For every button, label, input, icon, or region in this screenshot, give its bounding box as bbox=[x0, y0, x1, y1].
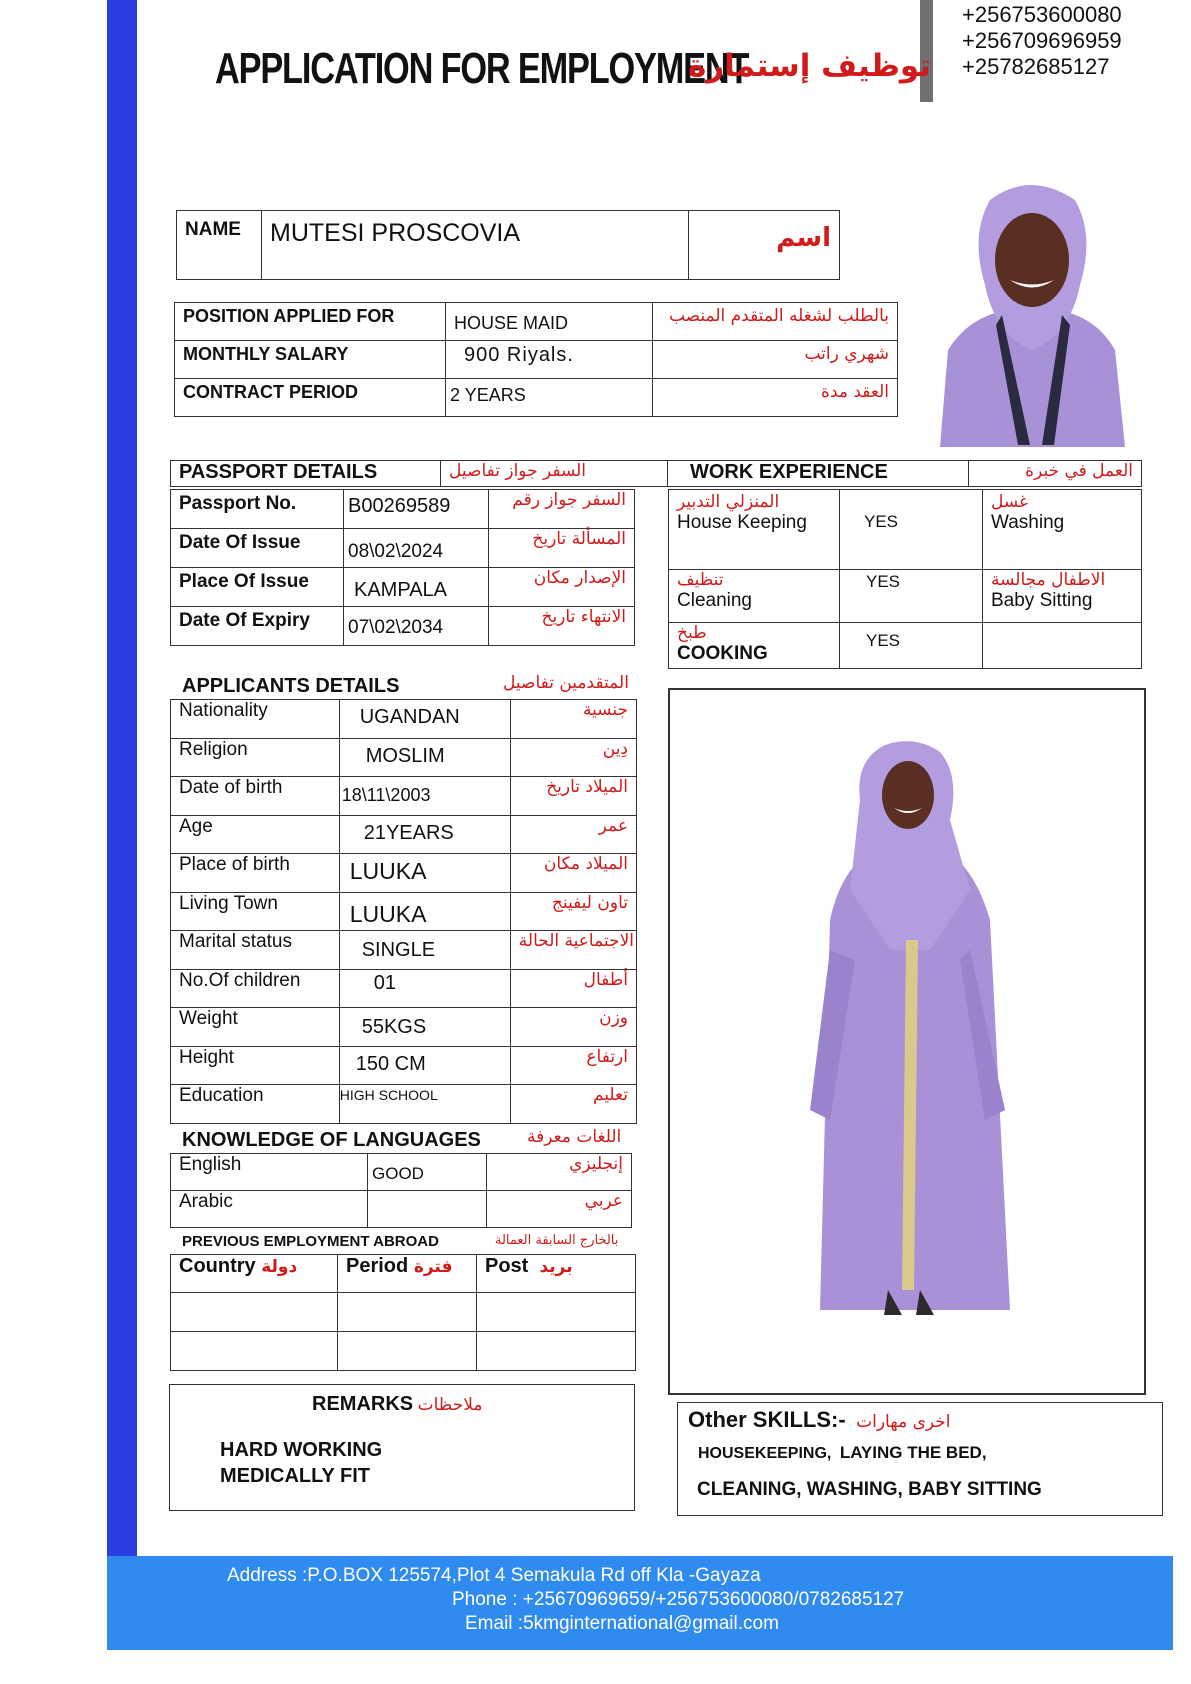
living-town-arabic: تاون ليفينج bbox=[510, 892, 636, 931]
work-row-1-left bbox=[669, 490, 840, 570]
weight-arabic: وزن bbox=[510, 1008, 636, 1047]
date-of-birth-label: Date of birth bbox=[171, 777, 340, 816]
nationality-arabic: جنسية bbox=[510, 700, 636, 739]
section-heading-row bbox=[170, 460, 1142, 487]
remarks-heading-row bbox=[312, 1393, 482, 1416]
name-label-arabic: اسم bbox=[689, 211, 840, 280]
position-label: POSITION APPLIED FOR bbox=[175, 303, 446, 341]
post-label: Post bbox=[485, 1255, 529, 1277]
place-of-birth-label: Place of birth bbox=[171, 854, 340, 893]
footer-address: Address :P.O.BOX 125574,Plot 4 Semakula Rd off Kla -Gayaza bbox=[227, 1565, 761, 1586]
salary-value: 900 Riyals. bbox=[446, 341, 653, 379]
date-of-issue-value: 08\02\2024 bbox=[344, 529, 489, 568]
post-arabic: بريد bbox=[539, 1257, 573, 1277]
place-of-birth-value: LUUKA bbox=[339, 854, 510, 893]
house-keeping-value: YES bbox=[840, 490, 983, 570]
remarks-box bbox=[169, 1384, 635, 1511]
remark-line-2: MEDICALLY FIT bbox=[220, 1465, 371, 1487]
religion-value: MOSLIM bbox=[339, 738, 510, 777]
phone-1: +256753600080 bbox=[962, 2, 1122, 27]
remarks-heading: REMARKS bbox=[312, 1393, 414, 1415]
cleaning-arabic: تنظيف bbox=[677, 570, 724, 590]
phone-2: +256709696959 bbox=[962, 28, 1122, 53]
children-value: 01 bbox=[339, 969, 510, 1008]
position-table bbox=[174, 302, 898, 417]
remark-line-1: HARD WORKING bbox=[220, 1439, 383, 1461]
weight-value: 55KGS bbox=[339, 1008, 510, 1047]
remarks-lines bbox=[220, 1437, 382, 1489]
education-label: Education bbox=[171, 1085, 340, 1124]
phone-3: +25782685127 bbox=[962, 54, 1110, 79]
passport-no-label: Passport No. bbox=[171, 490, 344, 529]
work-row-3-left bbox=[669, 623, 840, 669]
languages-heading-arabic: اللغات معرفة bbox=[527, 1127, 622, 1147]
height-value: 150 CM bbox=[339, 1046, 510, 1085]
country-label: Country bbox=[179, 1255, 256, 1277]
country-column bbox=[171, 1255, 338, 1293]
skills-heading-arabic: اخرى مهارات bbox=[856, 1412, 951, 1432]
cooking-arabic: طبخ bbox=[677, 623, 707, 643]
age-label: Age bbox=[171, 815, 340, 854]
date-of-issue-arabic: المسألة تاريخ bbox=[489, 529, 635, 568]
phone-list bbox=[962, 2, 1122, 80]
washing-arabic: غسل bbox=[991, 492, 1028, 512]
date-of-issue-label: Date Of Issue bbox=[171, 529, 344, 568]
house-keeping-arabic: المنزلي التدبير bbox=[677, 492, 780, 512]
contract-label: CONTRACT PERIOD bbox=[175, 379, 446, 417]
date-of-birth-arabic: الميلاد تاريخ bbox=[510, 777, 636, 816]
age-arabic: عمر bbox=[510, 815, 636, 854]
contract-value: 2 YEARS bbox=[446, 379, 653, 417]
work-experience-heading: WORK EXPERIENCE bbox=[668, 461, 969, 487]
religion-label: Religion bbox=[171, 738, 340, 777]
cooking-label: COOKING bbox=[677, 643, 768, 664]
work-experience-heading-arabic: العمل في خبرة bbox=[969, 461, 1142, 487]
name-value: MUTESI PROSCOVIA bbox=[262, 211, 689, 280]
nationality-label: Nationality bbox=[171, 700, 340, 739]
period-label: Period bbox=[346, 1255, 409, 1277]
date-of-expiry-arabic: الانتهاء تاريخ bbox=[489, 607, 635, 646]
marital-status-arabic: الاجتماعية الحالة bbox=[510, 931, 636, 970]
baby-sitting-arabic: الاطفال مجالسة bbox=[991, 570, 1106, 590]
skills-heading-row bbox=[688, 1407, 951, 1433]
passport-no-arabic: السفر جواز رقم bbox=[489, 490, 635, 529]
applicants-heading-arabic: المتقدمين تفاصيل bbox=[503, 673, 629, 693]
age-value: 21YEARS bbox=[339, 815, 510, 854]
arabic-label: Arabic bbox=[171, 1191, 368, 1228]
place-of-issue-arabic: الإصدار مكان bbox=[489, 568, 635, 607]
cleaning-label: Cleaning bbox=[677, 590, 752, 611]
work-experience-table bbox=[668, 489, 1142, 669]
page-title: APPLICATION FOR EMPLOYMENT bbox=[215, 44, 749, 93]
salary-label: MONTHLY SALARY bbox=[175, 341, 446, 379]
marital-status-value: SINGLE bbox=[339, 931, 510, 970]
position-label-arabic: بالطلب لشغله المتقدم المنصب bbox=[653, 303, 898, 341]
prev-cell bbox=[171, 1293, 338, 1332]
applicants-heading: APPLICANTS DETAILS bbox=[182, 675, 400, 697]
period-arabic: فترة bbox=[413, 1257, 453, 1277]
name-label: NAME bbox=[177, 211, 262, 280]
country-arabic: دولة bbox=[261, 1257, 298, 1277]
post-column bbox=[477, 1255, 636, 1293]
previous-employment-heading-arabic: بالخارج السابقة العمالة bbox=[495, 1233, 619, 1248]
languages-heading: KNOWLEDGE OF LANGUAGES bbox=[182, 1129, 481, 1151]
cooking-value: YES bbox=[840, 623, 983, 669]
work-row-3-right bbox=[983, 623, 1142, 669]
skill-laying-bed: LAYING THE BED, bbox=[839, 1443, 987, 1462]
skills-line-2: CLEANING, WASHING, BABY SITTING bbox=[697, 1479, 1042, 1500]
cleaning-value: YES bbox=[840, 570, 983, 623]
page-title-arabic: توظيف إستمارة bbox=[688, 48, 931, 84]
prev-cell bbox=[477, 1293, 636, 1332]
work-row-2-left bbox=[669, 570, 840, 623]
weight-label: Weight bbox=[171, 1008, 340, 1047]
skill-housekeeping: HOUSEKEEPING, bbox=[698, 1445, 832, 1462]
period-column bbox=[338, 1255, 477, 1293]
education-value: HIGH SCHOOL bbox=[339, 1085, 510, 1124]
nationality-value: UGANDAN bbox=[339, 700, 510, 739]
english-label: English bbox=[171, 1154, 368, 1191]
prev-cell bbox=[477, 1332, 636, 1371]
footer-email[interactable]: Email :5kmginternational@gmail.com bbox=[465, 1613, 779, 1634]
living-town-label: Living Town bbox=[171, 892, 340, 931]
passport-table bbox=[170, 489, 635, 646]
name-table bbox=[176, 210, 840, 280]
prev-cell bbox=[338, 1293, 477, 1332]
date-of-expiry-value: 07\02\2034 bbox=[344, 607, 489, 646]
marital-status-label: Marital status bbox=[171, 931, 340, 970]
arabic-arabic: عربي bbox=[487, 1191, 632, 1228]
full-body-photo-frame bbox=[668, 688, 1146, 1395]
living-town-value: LUUKA bbox=[339, 892, 510, 931]
children-label: No.Of children bbox=[171, 969, 340, 1008]
english-arabic: إنجليزي bbox=[487, 1154, 632, 1191]
salary-label-arabic: شهري راتب bbox=[653, 341, 898, 379]
work-row-2-right bbox=[983, 570, 1142, 623]
previous-employment-heading: PREVIOUS EMPLOYMENT ABROAD bbox=[182, 1233, 439, 1250]
previous-employment-table bbox=[170, 1254, 636, 1371]
passport-no-value: B00269589 bbox=[344, 490, 489, 529]
prev-cell bbox=[338, 1332, 477, 1371]
prev-cell bbox=[171, 1332, 338, 1371]
religion-arabic: دِين bbox=[510, 738, 636, 777]
position-value: HOUSE MAID bbox=[446, 303, 653, 341]
skills-heading: Other SKILLS:- bbox=[688, 1407, 846, 1432]
place-of-issue-label: Place Of Issue bbox=[171, 568, 344, 607]
date-of-birth-value: 18\11\2003 bbox=[339, 777, 510, 816]
portrait-photo bbox=[930, 175, 1135, 447]
applicant-table bbox=[170, 699, 637, 1124]
footer-phone: Phone : +25670969659/+256753600080/0782685127 bbox=[452, 1589, 905, 1610]
children-arabic: أطفال bbox=[510, 969, 636, 1008]
height-arabic: ارتفاع bbox=[510, 1046, 636, 1085]
house-keeping-label: House Keeping bbox=[677, 512, 807, 533]
height-label: Height bbox=[171, 1046, 340, 1085]
skills-line-1 bbox=[698, 1443, 987, 1463]
footer bbox=[107, 1556, 1173, 1650]
languages-table bbox=[170, 1153, 632, 1228]
date-of-expiry-label: Date Of Expiry bbox=[171, 607, 344, 646]
passport-heading: PASSPORT DETAILS bbox=[171, 461, 441, 487]
arabic-value bbox=[368, 1191, 487, 1228]
remarks-heading-arabic: ملاحظات bbox=[417, 1395, 483, 1415]
place-of-birth-arabic: الميلاد مكان bbox=[510, 854, 636, 893]
place-of-issue-value: KAMPALA bbox=[344, 568, 489, 607]
work-row-1-right bbox=[983, 490, 1142, 570]
left-accent-bar bbox=[107, 0, 137, 1560]
education-arabic: تعليم bbox=[510, 1085, 636, 1124]
contract-label-arabic: العقد مدة bbox=[653, 379, 898, 417]
full-body-photo bbox=[670, 690, 1144, 1393]
washing-label: Washing bbox=[991, 512, 1065, 533]
other-skills-box bbox=[677, 1402, 1163, 1516]
passport-heading-arabic: السفر جواز تفاصيل bbox=[441, 461, 668, 487]
english-value: GOOD bbox=[368, 1154, 487, 1191]
baby-sitting-label: Baby Sitting bbox=[991, 590, 1093, 611]
